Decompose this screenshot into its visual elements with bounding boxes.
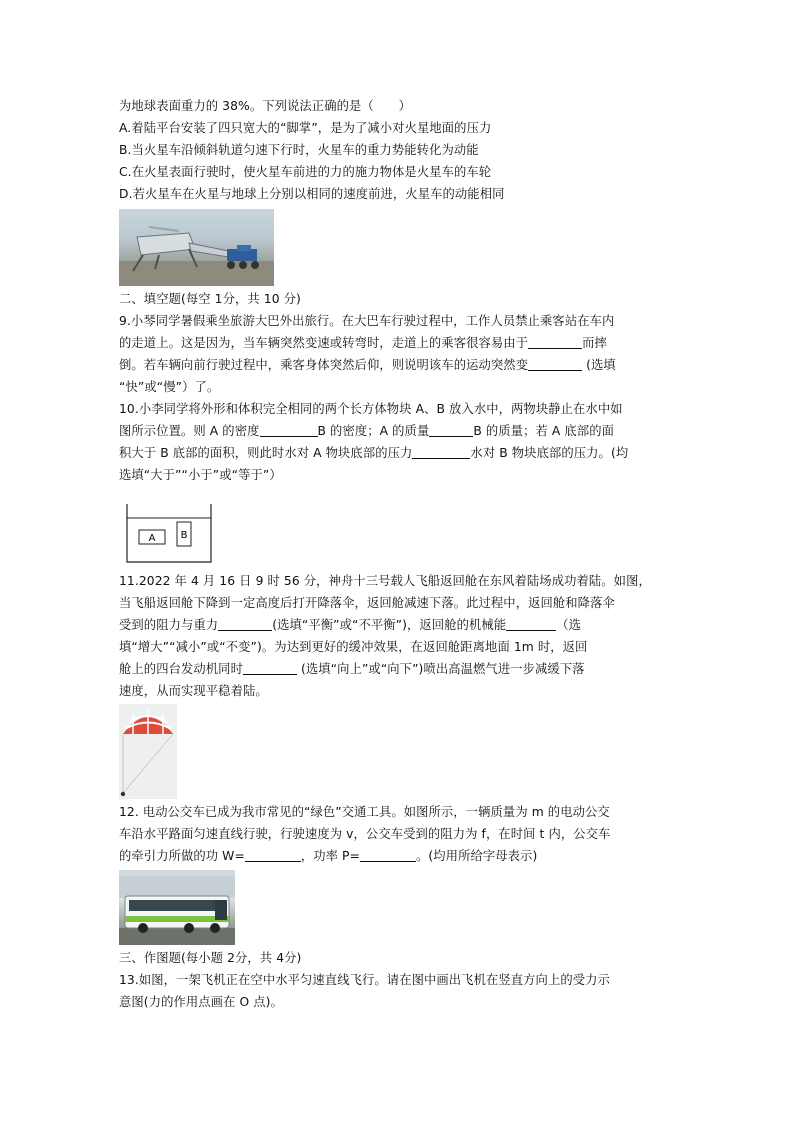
q11-line-3 xyxy=(119,614,679,636)
q11-line-3-text-a: 受到的阻力与重力 xyxy=(119,618,219,632)
q11-line-6: 速度，从而实现平稳着陆。 xyxy=(119,684,268,698)
q12-line-2: 车沿水平路面匀速直线行驶，行驶速度为 v，公交车受到的阻力为 f，在时间 t 内，公交车 xyxy=(119,827,611,841)
parachute-photo xyxy=(119,704,177,799)
q13-line-2: 意图(力的作用点画在 O 点)。 xyxy=(119,995,283,1009)
q11-line-4: 填“增大”“减小”或“不变”)。为达到更好的缓冲效果，在返回舱距离地面 1m 时，返回 xyxy=(119,640,588,654)
block-b-label: B xyxy=(180,530,188,541)
worksheet-page xyxy=(119,95,679,1013)
q11-line-2: 当飞船返回舱下降到一定高度后打开降落伞，返回舱减速下落。此过程中，返回舱和降落伞 xyxy=(119,596,615,610)
q8-option-b: B.当火星车沿倾斜轨道匀速下行时，火星车的重力势能转化为动能 xyxy=(119,143,479,157)
q10-line-1: 10.小李同学将外形和体积完全相同的两个长方体物块 A、B 放入水中，两物块静止在水中如 xyxy=(119,402,623,416)
q10-line-2-text-c: B 的质量；若 A 底部的面 xyxy=(473,424,615,438)
q9-line-1: 9.小琴同学暑假乘坐旅游大巴外出旅行。在大巴车行驶过程中，工作人员禁止乘客站在车内 xyxy=(119,314,615,328)
q10-line-3 xyxy=(119,442,679,464)
q12-blank-2[interactable] xyxy=(360,848,416,862)
q10-line-2-text-b: B 的密度；A 的质量 xyxy=(317,424,430,438)
q10-line-2-text-a: 图所示位置。则 A 的密度 xyxy=(119,424,260,438)
q9-blank-1[interactable] xyxy=(528,335,582,349)
q12-line-3-text-c: 。(均用所给字母表示) xyxy=(415,849,538,863)
q10-line-3-text-b: 水对 B 物块底部的压力。(均 xyxy=(470,446,629,460)
parachute-illustration xyxy=(119,704,177,799)
section-3-heading: 三、作图题(每小题 2分，共 4分) xyxy=(119,951,302,965)
q11-line-3-text-c: （选 xyxy=(556,618,582,632)
q9-line-3 xyxy=(119,354,679,376)
q11-blank-1[interactable] xyxy=(218,617,272,631)
q10-blank-1[interactable] xyxy=(260,423,318,437)
q9-line-4: “快”或“慢”）了。 xyxy=(119,380,220,394)
q11-line-5-text-a: 舱上的四台发动机同时 xyxy=(119,662,243,676)
electric-bus-photo xyxy=(119,870,235,945)
q8-stem-tail: 为地球表面重力的 38%。下列说法正确的是（ ） xyxy=(119,99,411,113)
section-2-heading: 二、填空题(每空 1分，共 10 分) xyxy=(119,292,301,306)
q9-line-2-text-a: 的走道上。这是因为，当车辆突然变速或转弯时，走道上的乘客很容易由于 xyxy=(119,336,529,350)
mars-rover-photo xyxy=(119,209,274,286)
q10-blank-3[interactable] xyxy=(412,445,470,459)
q11-blank-2[interactable] xyxy=(506,617,556,631)
q8-option-a: A.着陆平台安装了四只宽大的“脚掌”，是为了减小对火星地面的压力 xyxy=(119,121,492,135)
q9-line-3-text-a: 倒。若车辆向前行驶过程中，乘客身体突然后仰，则说明该车的运动突然变 xyxy=(119,358,529,372)
electric-bus-illustration xyxy=(119,870,235,945)
q9-line-3-text-b: (选填 xyxy=(582,358,616,372)
q12-blank-1[interactable] xyxy=(245,848,301,862)
q8-option-c: C.在火星表面行驶时，使火星车前进的力的施力物体是火星车的车轮 xyxy=(119,165,492,179)
q12-line-3-text-a: 的牵引力所做的功 W= xyxy=(119,849,245,863)
q11-blank-3[interactable] xyxy=(243,661,297,675)
q9-line-2-text-b: 而摔 xyxy=(582,336,607,350)
q11-line-5-text-b: (选填“向上”或“向下”)喷出高温燃气进一步减缓下落 xyxy=(296,662,585,676)
block-a-label: A xyxy=(148,533,156,544)
q9-line-2 xyxy=(119,332,679,354)
q11-line-1: 11.2022 年 4 月 16 日 9 时 56 分，神舟十三号载人飞船返回舱在东风着陆场成功着陆。如图， xyxy=(119,574,651,588)
water-tank-figure xyxy=(125,504,215,564)
q12-line-3-text-b: ，功率 P= xyxy=(300,849,360,863)
q10-line-3-text-a: 积大于 B 底部的面积，则此时水对 A 物块底部的压力 xyxy=(119,446,413,460)
q11-line-3-text-b: (选填“平衡”或“不平衡”)，返回舱的机械能 xyxy=(272,618,507,632)
q9-blank-2[interactable] xyxy=(528,357,582,371)
q8-option-d: D.若火星车在火星与地球上分别以相同的速度前进，火星车的动能相同 xyxy=(119,187,505,201)
q10-line-2 xyxy=(119,420,679,442)
q10-line-4: 选填“大于”“小于”或“等于”） xyxy=(119,468,282,482)
water-tank-diagram xyxy=(125,504,215,564)
q13-line-1: 13.如图，一架飞机正在空中水平匀速直线飞行。请在图中画出飞机在竖直方向上的受力示 xyxy=(119,973,610,987)
q10-blank-2[interactable] xyxy=(429,423,473,437)
q12-line-3 xyxy=(119,845,679,867)
q12-line-1: 12. 电动公交车已成为我市常见的“绿色”交通工具。如图所示，一辆质量为 m 的电动公交 xyxy=(119,805,610,819)
q11-line-5 xyxy=(119,658,679,680)
mars-rover-illustration xyxy=(119,209,274,286)
